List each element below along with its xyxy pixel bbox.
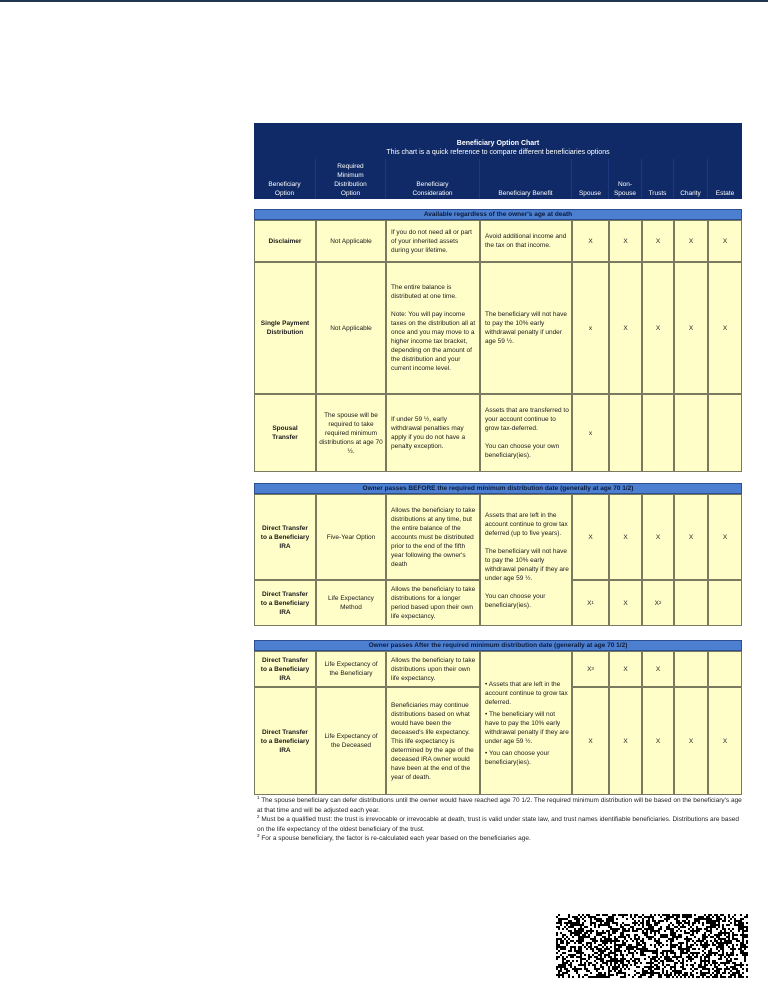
section3-benefit-text-2: The beneficiary will not have to pay the 10% early withdrawal penalty if they are under age 59 ½.	[485, 710, 569, 745]
disclaimer-rmd: Not Applicable	[316, 220, 386, 262]
footnote-text-1: The spouse beneficiary can defer distributions until the owner would have reached age 70 1/2. The required minimum distribution will be based on the beneficiary's age at that time and will be adjusted each year.	[257, 797, 742, 814]
col-consideration: Beneficiary Consideration	[386, 159, 480, 199]
life-exp-beneficiary-option: Direct Transfer to a Beneficiary IRA	[254, 651, 316, 687]
single-payment-consideration: The entire balance is distributed at one time. Note: You will pay income taxes on the distribution all at once and you may move to a higher income tax bracket, depending on the amount of the distribution and your current income level.	[386, 262, 480, 394]
footnotes	[257, 796, 743, 844]
section3-benefit-text-1: Assets that are left in the account continue to grow tax deferred.	[485, 680, 568, 706]
single-payment-trusts-mark: X	[642, 262, 674, 394]
chart-subtitle: This chart is a quick reference to compare different beneficiaries options	[386, 149, 610, 156]
life-exp-beneficiary-spouse-mark: X 3	[572, 651, 609, 687]
life-exp-method-consideration: Allows the beneficiary to take distributions for a longer period based upon their own life expectancy.	[386, 580, 480, 626]
five-year-consideration: Allows the beneficiary to take distributions at any time, but the entire balance of the accounts must be distributed prior to the end of the fifth year following the owner's death	[386, 494, 480, 580]
section3-benefit	[480, 651, 572, 795]
disclaimer-spouse-mark: X	[572, 220, 609, 262]
five-year-charity-mark: X	[674, 494, 708, 580]
life-exp-beneficiary-estate-mark	[708, 651, 742, 687]
life-exp-deceased-trusts-mark: X	[642, 687, 674, 795]
section2-band: Owner passes BEFORE the required minimum distribution date (generally at age 70 1/2)	[254, 483, 742, 494]
single-payment-spouse-mark: x	[572, 262, 609, 394]
col-benefit: Beneficiary Benefit	[480, 159, 572, 199]
life-exp-beneficiary-charity-mark	[674, 651, 708, 687]
life-exp-beneficiary-trusts-mark: X	[642, 651, 674, 687]
single-payment-rmd: Not Applicable	[316, 262, 386, 394]
footnote-1	[257, 796, 743, 815]
disclaimer-benefit: Avoid additional income and the tax on that income.	[480, 220, 572, 262]
life-exp-beneficiary-spouse-x: X	[587, 665, 592, 673]
life-exp-method-charity-mark	[674, 580, 708, 626]
barcode	[556, 914, 748, 978]
section3-benefit-text-3: You can choose your beneficiary(ies).	[485, 749, 550, 766]
life-exp-method-estate-mark	[708, 580, 742, 626]
life-exp-method-trusts-x: X	[654, 599, 659, 607]
col-spouse: Spouse	[572, 159, 609, 199]
spousal-transfer-trusts-mark	[642, 394, 674, 472]
five-year-nonspouse-mark: X	[609, 494, 642, 580]
footnote-2	[257, 815, 743, 834]
section1-band: Available regardless of the owner's age at death	[254, 209, 742, 220]
spousal-transfer-rmd: The spouse will be required to take required minimum distributions at age 70 ½.	[316, 394, 386, 472]
life-exp-method-option: Direct Transfer to a Beneficiary IRA	[254, 580, 316, 626]
footnote-number-3: 3	[257, 833, 260, 839]
col-charity: Charity	[674, 159, 708, 199]
footnote-3	[257, 834, 743, 844]
section3-band: Owner passes After the required minimum distribution date (generally at age 70 1/2)	[254, 640, 742, 651]
disclaimer-nonspouse-mark: X	[609, 220, 642, 262]
section3-benefit-item: • The beneficiary will not have to pay the 10% early withdrawal penalty if they are under age 59 ½.	[485, 710, 569, 745]
col-non-spouse: Non- Spouse	[609, 159, 642, 199]
spousal-transfer-option: Spousal Transfer	[254, 394, 316, 472]
life-exp-beneficiary-nonspouse-mark: X	[609, 651, 642, 687]
col-trusts: Trusts	[642, 159, 674, 199]
section3-benefit-item: • You can choose your beneficiary(ies).	[485, 749, 550, 766]
footnote-text-3: For a spouse beneficiary, the factor is re-calculated each year based on the beneficiaries age.	[259, 835, 531, 843]
chart-title: Beneficiary Option Chart	[456, 140, 540, 147]
life-exp-beneficiary-consideration: Allows the beneficiary to take distributions upon their own life expectancy.	[386, 651, 480, 687]
life-exp-deceased-rmd: Life Expectancy of the Deceased	[316, 687, 386, 795]
five-year-trusts-mark: X	[642, 494, 674, 580]
single-payment-nonspouse-mark: X	[609, 262, 642, 394]
col-rmd-option: Required Minimum Distribution Option	[316, 159, 386, 199]
single-payment-charity-mark: X	[674, 262, 708, 394]
spousal-transfer-benefit: Assets that are transferred to your account continue to grow tax-deferred. You can choose your own beneficiary(ies).	[480, 394, 572, 472]
five-year-rmd: Five-Year Option	[316, 494, 386, 580]
life-exp-method-trusts-mark: X 2	[642, 580, 674, 626]
life-exp-deceased-charity-mark: X	[674, 687, 708, 795]
life-exp-deceased-consideration: Beneficiaries may continue distributions based on what would have been the deceased's life expectancy. This life expectancy is determined by the age of the deceased IRA owner would have been at the end of the year of death.	[386, 687, 480, 795]
five-year-spouse-mark: X	[572, 494, 609, 580]
single-payment-estate-mark: X	[708, 262, 742, 394]
life-exp-method-rmd: Life Expectancy Method	[316, 580, 386, 626]
life-exp-deceased-nonspouse-mark: X	[609, 687, 642, 795]
five-year-estate-mark: X	[708, 494, 742, 580]
spousal-transfer-nonspouse-mark	[609, 394, 642, 472]
section2-benefit: Assets that are left in the account continue to grow tax deferred (up to five years). The beneficiary will not have to pay the 10% early withdrawal penalty if they are under age 59 ½. You can choose your beneficiary(ies).	[480, 494, 572, 626]
life-exp-method-nonspouse-mark: X	[609, 580, 642, 626]
col-beneficiary-option: Beneficiary Option	[254, 159, 316, 199]
disclaimer-option: Disclaimer	[254, 220, 316, 262]
single-payment-option: Single Payment Distribution	[254, 262, 316, 394]
disclaimer-trusts-mark: X	[642, 220, 674, 262]
top-rule	[0, 0, 768, 2]
life-exp-deceased-option: Direct Transfer to a Beneficiary IRA	[254, 687, 316, 795]
col-estate: Estate	[715, 190, 735, 197]
section3-benefit-item: • Assets that are left in the account continue to grow tax deferred.	[485, 680, 568, 706]
chart-header	[254, 123, 742, 199]
footnote-number-1: 1	[257, 794, 260, 800]
life-exp-deceased-estate-mark: X	[708, 687, 742, 795]
life-exp-method-spouse-mark: X 1	[572, 580, 609, 626]
life-exp-beneficiary-rmd: Life Expectancy of the Beneficiary	[316, 651, 386, 687]
disclaimer-estate-mark: X	[708, 220, 742, 262]
spousal-transfer-charity-mark	[674, 394, 708, 472]
footnote-text-2: Must be a qualified trust: the trust is irrevocable or irrevocable at death, trust is valid under state law, and trust names identifiable beneficiaries. Distributions are based on the life expectancy of the oldest beneficiary of the trust.	[257, 816, 739, 833]
five-year-option: Direct Transfer to a Beneficiary IRA	[254, 494, 316, 580]
disclaimer-consideration: If you do not need all or part of your inherited assets during your lifetime.	[386, 220, 480, 262]
footnote-number-2: 2	[257, 814, 260, 820]
single-payment-benefit: The beneficiary will not have to pay the 10% early withdrawal penalty if under age 59 ½.	[480, 262, 572, 394]
disclaimer-charity-mark: X	[674, 220, 708, 262]
spousal-transfer-spouse-mark: x	[572, 394, 609, 472]
spousal-transfer-consideration: If under 59 ½, early withdrawal penalties may apply if you do not have a penalty exception.	[386, 394, 480, 472]
spousal-transfer-estate-mark	[708, 394, 742, 472]
life-exp-method-spouse-x: X	[587, 599, 592, 607]
life-exp-deceased-spouse-mark: X	[572, 687, 609, 795]
